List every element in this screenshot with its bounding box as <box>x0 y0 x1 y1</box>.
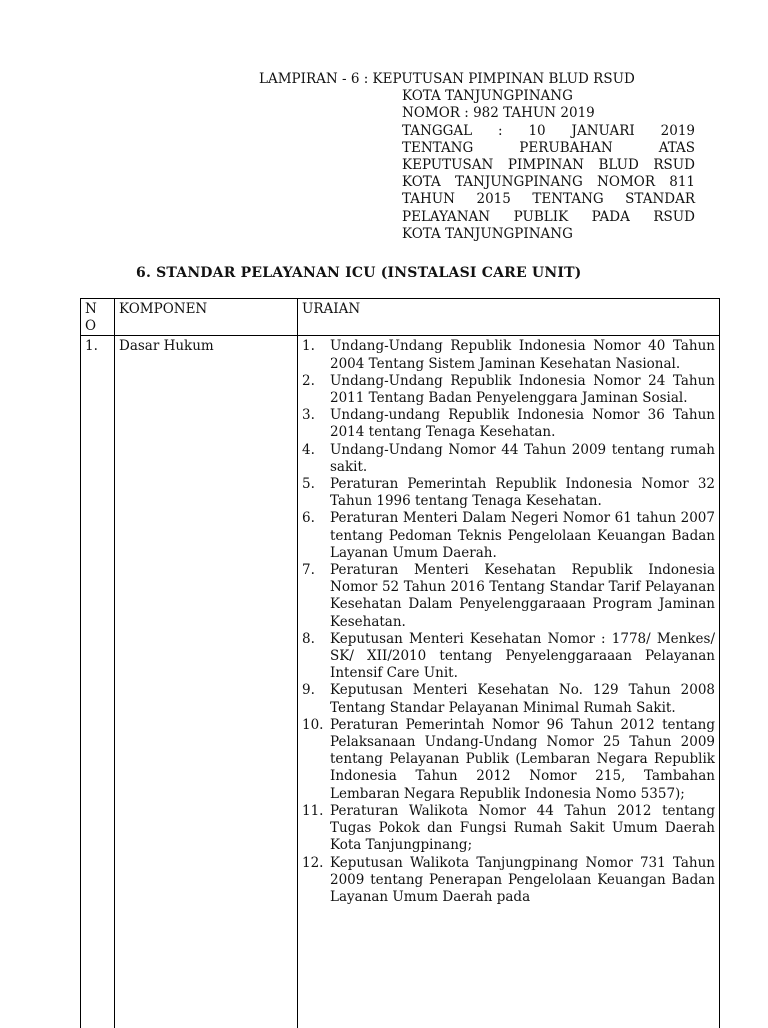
standard-table <box>80 298 720 1028</box>
header-line: TAHUN 2015 TENTANG STANDAR <box>402 191 695 208</box>
item-number: 5. <box>302 476 315 493</box>
list-item <box>302 803 715 855</box>
item-number: 12. <box>302 854 324 871</box>
item-text: Peraturan Menteri Kesehatan Republik Indonesia Nomor 52 Tahun 2016 Tentang Standar Tarif Pelayanan Kesehatan Dalam Penyelenggaraaan Program Jaminan Kesehatan. <box>330 562 715 630</box>
legal-basis-list <box>302 338 715 906</box>
row-number: 1. <box>81 336 115 1028</box>
list-item <box>302 407 715 441</box>
item-text: Peraturan Pemerintah Republik Indonesia Nomor 32 Tahun 1996 tentang Tenaga Kesehatan. <box>330 476 715 510</box>
item-number: 9. <box>302 682 315 699</box>
header-uraian: URAIAN <box>298 299 720 336</box>
item-text: Undang-Undang Republik Indonesia Nomor 40 Tahun 2004 Tentang Sistem Jaminan Kesehatan Nasional. <box>330 338 715 372</box>
header-line: KEPUTUSAN PIMPINAN BLUD RSUD <box>402 157 695 174</box>
header-line: TANGGAL : 10 JANUARI 2019 <box>402 122 695 139</box>
section-title: 6. STANDAR PELAYANAN ICU (INSTALASI CARE UNIT) <box>136 265 582 281</box>
list-item <box>302 338 715 372</box>
item-text: Peraturan Menteri Dalam Negeri Nomor 61 tahun 2007 tentang Pedoman Teknis Pengelolaan Keuangan Badan Layanan Umum Daerah. <box>330 510 715 561</box>
header-line: NOMOR : 982 TAHUN 2019 <box>402 105 595 122</box>
item-text: Keputusan Walikota Tanjungpinang Nomor 731 Tahun 2009 tentang Penerapan Pengelolaan Keuangan Badan Layanan Umum Daerah pada <box>330 854 715 905</box>
item-text: Peraturan Walikota Nomor 44 Tahun 2012 tentang Tugas Pokok dan Fungsi Rumah Sakit Umum Daerah Kota Tanjungpinang; <box>330 802 715 854</box>
list-item <box>302 682 715 716</box>
item-number: 11. <box>302 802 324 819</box>
header-no: N O <box>81 299 115 336</box>
table-header-row <box>81 299 720 336</box>
item-number: 6. <box>302 510 315 527</box>
header-komponen: KOMPONEN <box>115 299 298 336</box>
header-line: KOTA TANJUNGPINANG <box>402 88 573 105</box>
header-line: KOTA TANJUNGPINANG NOMOR 811 <box>402 174 695 191</box>
header-line: PELAYANAN PUBLIK PADA RSUD <box>402 208 695 225</box>
item-number: 3. <box>302 407 315 424</box>
item-text: Undang-Undang Nomor 44 Tahun 2009 tentang rumah sakit. <box>330 441 715 475</box>
item-text: Undang-Undang Republik Indonesia Nomor 24 Tahun 2011 Tentang Badan Penyelenggara Jaminan Sosial. <box>330 372 715 407</box>
item-number: 4. <box>302 441 315 458</box>
item-number: 8. <box>302 630 315 647</box>
header-line-lampiran: LAMPIRAN - 6 : KEPUTUSAN PIMPINAN BLUD RSUD <box>259 71 635 87</box>
item-number: 10. <box>302 716 324 733</box>
item-text: Keputusan Menteri Kesehatan Nomor : 1778/ Menkes/ SK/ XII/2010 tentang Penyelenggaraaan Pelayanan Intensif Care Unit. <box>330 630 715 682</box>
item-text: Peraturan Pemerintah Nomor 96 Tahun 2012 tentang Pelaksanaan Undang-Undang Nomor 25 Tahun 2009 tentang Pelayanan Publik (Lembaran Negara Republik Indonesia Tahun 2012 Nomor 215, Tambahan Lembaran Negara Republik Indonesia Nomo 5357); <box>330 716 715 802</box>
list-item <box>302 476 715 510</box>
document-header <box>259 71 719 243</box>
list-item <box>302 631 715 683</box>
list-item <box>302 562 715 631</box>
item-number: 2. <box>302 372 315 389</box>
list-item <box>302 510 715 562</box>
list-item <box>302 717 715 803</box>
item-text: Keputusan Menteri Kesehatan No. 129 Tahun 2008 Tentang Standar Pelayanan Minimal Rumah Sakit. <box>330 682 715 716</box>
list-item <box>302 855 715 907</box>
list-item <box>302 373 715 407</box>
header-detail-block <box>402 88 695 243</box>
item-number: 7. <box>302 562 315 579</box>
item-number: 1. <box>302 338 315 355</box>
header-line: TENTANG PERUBAHAN ATAS <box>402 139 695 156</box>
row-uraian <box>298 336 720 1028</box>
item-text: Undang-undang Republik Indonesia Nomor 36 Tahun 2014 tentang Tenaga Kesehatan. <box>330 407 715 441</box>
table-row <box>81 336 720 1028</box>
list-item <box>302 442 715 476</box>
header-line: KOTA TANJUNGPINANG <box>402 225 573 242</box>
row-komponen: Dasar Hukum <box>115 336 298 1028</box>
